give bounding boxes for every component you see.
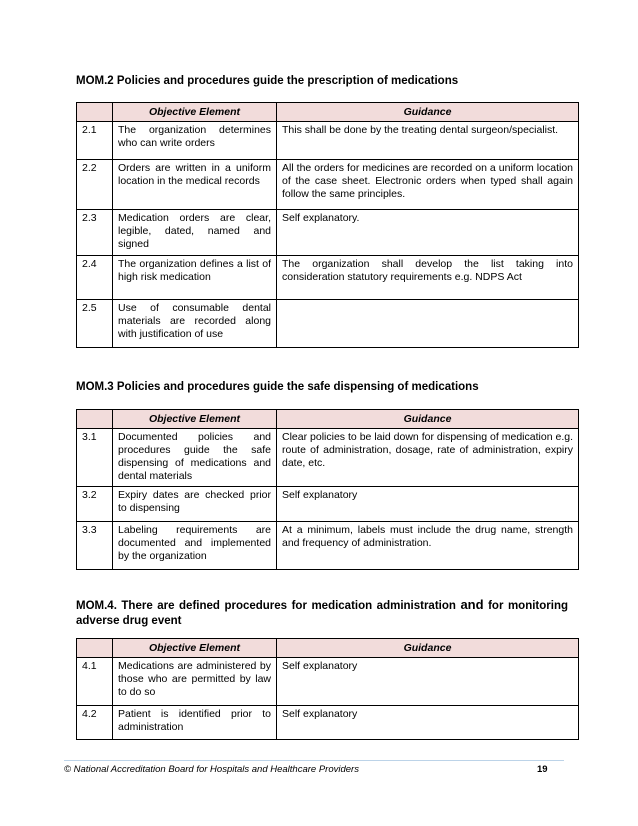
- table-header-row: [77, 410, 579, 429]
- row-number: 2.3: [77, 210, 113, 256]
- row-guidance: Self explanatory: [277, 706, 579, 740]
- header-guidance: Guidance: [277, 103, 579, 122]
- table-row: [77, 658, 579, 706]
- header-number: [77, 103, 113, 122]
- header-guidance: Guidance: [277, 410, 579, 429]
- section-title-part: and: [460, 597, 484, 612]
- row-number: 2.5: [77, 300, 113, 348]
- row-number: 4.2: [77, 706, 113, 740]
- page-number: 19: [537, 764, 548, 775]
- row-number: 2.4: [77, 256, 113, 300]
- row-objective-element: The organization determines who can write orders: [113, 122, 277, 160]
- row-guidance: This shall be done by the treating dental surgeon/specialist.: [277, 122, 579, 160]
- section-title-mom4: [76, 597, 568, 629]
- section-title-part: MOM.4. There are defined procedures for medication administration: [76, 600, 456, 612]
- row-objective-element: Documented policies and procedures guide the safe dispensing of medications and dental materials: [113, 429, 277, 487]
- table-mom3: [76, 409, 579, 570]
- row-guidance: Self explanatory.: [277, 210, 579, 256]
- header-objective-element: Objective Element: [113, 103, 277, 122]
- row-objective-element: Patient is identified prior to administration: [113, 706, 277, 740]
- table-row: [77, 487, 579, 522]
- row-number: 3.3: [77, 522, 113, 570]
- table-mom4: [76, 638, 579, 740]
- table-row: [77, 160, 579, 210]
- header-number: [77, 639, 113, 658]
- row-guidance: [277, 300, 579, 348]
- footer-divider: [64, 760, 564, 761]
- header-objective-element: Objective Element: [113, 639, 277, 658]
- footer-copyright: © National Accreditation Board for Hospitals and Healthcare Providers: [64, 764, 359, 775]
- table-header-row: [77, 639, 579, 658]
- row-objective-element: The organization defines a list of high risk medication: [113, 256, 277, 300]
- row-number: 3.1: [77, 429, 113, 487]
- row-guidance: Self explanatory: [277, 658, 579, 706]
- section-title-mom2: MOM.2 Policies and procedures guide the prescription of medications: [76, 75, 459, 87]
- row-guidance: At a minimum, labels must include the drug name, strength and frequency of administration.: [277, 522, 579, 570]
- table-row: [77, 210, 579, 256]
- row-guidance: Clear policies to be laid down for dispensing of medication e.g. route of administration, dosage, rate of administration, expiry date, etc.: [277, 429, 579, 487]
- section-title-mom3: MOM.3 Policies and procedures guide the safe dispensing of medications: [76, 381, 479, 393]
- row-number: 2.1: [77, 122, 113, 160]
- header-guidance: Guidance: [277, 639, 579, 658]
- row-objective-element: Labeling requirements are documented and implemented by the organization: [113, 522, 277, 570]
- row-number: 4.1: [77, 658, 113, 706]
- table-row: [77, 429, 579, 487]
- table-row: [77, 706, 579, 740]
- row-objective-element: Medication orders are clear, legible, dated, named and signed: [113, 210, 277, 256]
- table-row: [77, 256, 579, 300]
- header-number: [77, 410, 113, 429]
- row-number: 3.2: [77, 487, 113, 522]
- row-objective-element: Use of consumable dental materials are recorded along with justification of use: [113, 300, 277, 348]
- table-row: [77, 300, 579, 348]
- table-row: [77, 522, 579, 570]
- table-header-row: [77, 103, 579, 122]
- row-objective-element: Expiry dates are checked prior to dispensing: [113, 487, 277, 522]
- row-number: 2.2: [77, 160, 113, 210]
- header-objective-element: Objective Element: [113, 410, 277, 429]
- table-row: [77, 122, 579, 160]
- row-objective-element: Medications are administered by those who are permitted by law to do so: [113, 658, 277, 706]
- section-title-part: for monitoring adverse drug event: [76, 600, 568, 627]
- row-objective-element: Orders are written in a uniform location in the medical records: [113, 160, 277, 210]
- row-guidance: Self explanatory: [277, 487, 579, 522]
- row-guidance: All the orders for medicines are recorded on a uniform location of the case sheet. Electronic orders when typed shall again follow the same principles.: [277, 160, 579, 210]
- row-guidance: The organization shall develop the list taking into consideration statutory requirements e.g. NDPS Act: [277, 256, 579, 300]
- table-mom2: [76, 102, 579, 348]
